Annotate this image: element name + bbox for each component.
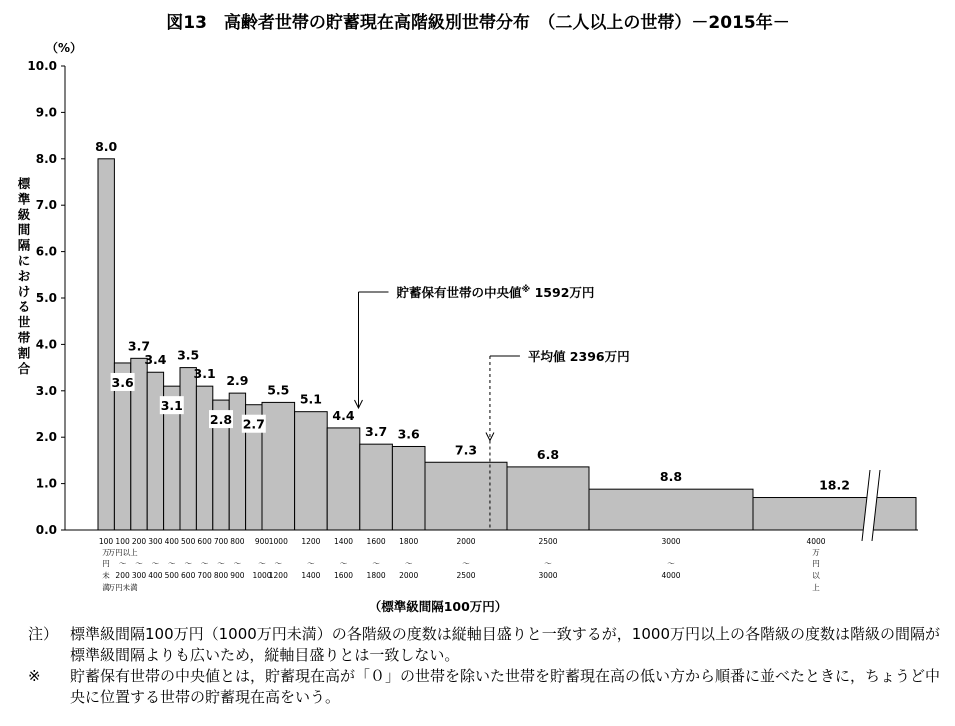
x-tick-label: 300 [148,537,163,546]
footnote-text: 標準級間隔100万円（1000万円未満）の各階級の度数は縦軸目盛りと一致するが，1000万円以上の各階級の度数は階級の間隔が標準級間隔よりも広いため，縦軸目盛りとは一致しない。 [70,625,940,664]
footnote-mark: ※ [28,667,41,685]
x-tick-label: 2500 [538,537,558,546]
x-tick-label: 500 [181,537,196,546]
x-tick-label: 400 [148,571,163,580]
mean-label-value: 2396万円 [565,349,630,364]
x-tick-label: ～ [258,559,266,568]
x-tick-label: 600 [181,571,196,580]
x-tick-label: 200 [131,537,147,546]
x-tick-labels [99,537,826,592]
median-label-value: 1592万円 [530,285,595,300]
x-tick-label: ～ [339,559,348,568]
x-tick-label: ～ [544,559,552,568]
x-tick-label: 400 [164,537,179,546]
y-tick-label: 6.0 [35,244,57,259]
bar-value-label: 2.8 [209,412,233,428]
bar [196,386,212,530]
x-tick-label: 800 [213,571,229,580]
bar-value-label: 3.6 [111,374,134,390]
x-tick-label: ～ [118,559,127,568]
bar-value-label: 5.5 [267,382,290,398]
bar-value-label: 3.6 [397,426,420,442]
bar [360,444,393,530]
x-tick-label: 800 [230,537,245,546]
bar [589,489,753,530]
x-tick-label: ～ [404,559,413,568]
x-tick-label: 2000 [399,571,419,580]
x-tick-label: 未 [102,571,110,580]
bar-value-label: 7.3 [454,442,478,458]
bar [295,412,328,530]
x-tick-label: ～ [274,559,283,568]
y-tick-label: 2.0 [35,430,57,445]
x-tick-label: 万円未満 [107,583,138,592]
x-tick-label: 500 [164,571,179,580]
x-tick-label: 上 [812,583,820,592]
bar-value-label: 3.7 [127,338,151,354]
x-axis-title: （標準級間隔100万円） [368,599,508,614]
y-unit-label: （%） [46,41,83,55]
x-tick-label: ～ [233,559,242,568]
y-axis-ticks [27,59,65,537]
x-tick-label: 円 [812,559,820,568]
x-tick-label: ～ [135,559,143,568]
median-label-text: 貯蓄保有世帯の中央値 [396,285,522,300]
x-tick-label: 600 [197,537,212,546]
y-tick-label: 1.0 [35,476,57,491]
x-tick-label: 1400 [333,537,354,546]
bar-value-label: 3.1 [193,366,216,382]
x-tick-label: ～ [307,559,315,568]
x-tick-label: 4000 [806,537,826,546]
x-tick-label: 900 [230,571,245,580]
bar [425,462,507,530]
x-tick-label: ～ [372,559,380,568]
mean-label-text: 平均値 [527,349,566,364]
bar [147,372,163,530]
bar [392,446,425,530]
x-tick-label: 2500 [456,571,476,580]
x-tick-label: 700 [197,571,212,580]
y-tick-label: 3.0 [35,383,57,398]
x-tick-label: 1000 [252,571,272,580]
bar [262,402,295,530]
x-tick-label: 4000 [661,571,681,580]
bar [753,498,916,530]
bar-value-label: 4.4 [332,407,355,423]
chart-title: 図13 高齢者世帯の貯蓄現在高階級別世帯分布 （二人以上の世帯）－2015年－ [166,13,790,33]
y-tick-label: 10.0 [27,59,57,73]
x-tick-label: 700 [213,537,229,546]
x-tick-label: 100 [115,537,130,546]
y-axis-title-text: 標準級間隔における世帯割合 [17,176,31,376]
x-tick-label: 1800 [366,571,386,580]
x-tick-label: 1400 [301,571,321,580]
x-tick-label: 1000 [268,537,288,546]
x-tick-label: ～ [200,559,209,568]
x-tick-label: 3000 [661,537,681,546]
bar-value-label: 5.1 [299,391,322,407]
bar-value-label: 8.0 [95,138,118,154]
x-tick-label: ～ [462,559,470,568]
x-tick-label: 1600 [366,537,386,546]
x-tick-label: 900 [254,537,270,546]
x-tick-label: 万 [812,548,820,557]
x-tick-label: 2000 [456,537,476,546]
x-tick-label: 200 [115,571,130,580]
y-tick-label: 4.0 [35,337,57,352]
footnote-mark: 注） [28,625,59,643]
x-tick-label: 以 [812,571,820,580]
footnote-1 [28,624,943,666]
x-tick-label: 円 [102,559,110,568]
x-tick-label: 1600 [333,571,354,580]
x-tick-label: 300 [131,571,147,580]
footnotes [28,624,943,708]
bar-value-label: 6.8 [536,446,560,462]
bar [180,368,196,530]
x-tick-label: ～ [217,559,225,568]
x-tick-label: 1200 [268,571,288,580]
x-tick-label: 万 [102,548,110,557]
bar [98,159,114,530]
bar-value-label: 3.5 [177,347,200,363]
x-tick-label: 1200 [301,537,321,546]
bar-value-label: 8.8 [659,469,683,485]
median-label [396,284,594,300]
y-tick-label: 5.0 [35,291,57,305]
y-axis-title [18,176,31,376]
y-tick-label: 9.0 [35,105,57,120]
bar-value-label: 2.7 [242,416,265,432]
x-tick-label: 3000 [538,571,558,580]
y-tick-label: 7.0 [35,198,57,213]
bar-value-label: 18.2 [819,477,850,493]
y-tick-label: 8.0 [35,151,57,166]
footnote-2 [28,666,943,708]
y-tick-label: 0.0 [35,523,57,537]
bar-value-label: 3.7 [365,424,388,440]
x-tick-label: 1800 [399,537,419,546]
bar-value-label: 3.1 [160,398,183,414]
x-tick-label: ～ [168,559,176,568]
bar-value-label: 3.4 [144,352,167,368]
x-tick-label: 万円以上 [107,548,138,557]
footnote-text: 貯蓄保有世帯の中央値とは，貯蓄現在高が「０」の世帯を除いた世帯を貯蓄現在高の低い方から順番に並べたときに，ちょうど中央に位置する世帯の貯蓄現在高をいう。 [70,667,941,706]
x-tick-label: ～ [667,559,675,568]
bar-value-label: 2.9 [226,373,249,389]
median-label-sup: ※ [521,285,531,295]
x-tick-label: ～ [151,559,160,568]
x-tick-label: 満 [102,583,110,592]
bar [507,467,589,530]
bar [327,428,360,530]
mean-label [528,349,630,364]
bars [98,159,916,541]
x-tick-label: 100 [98,537,114,546]
x-tick-label: ～ [184,559,192,568]
